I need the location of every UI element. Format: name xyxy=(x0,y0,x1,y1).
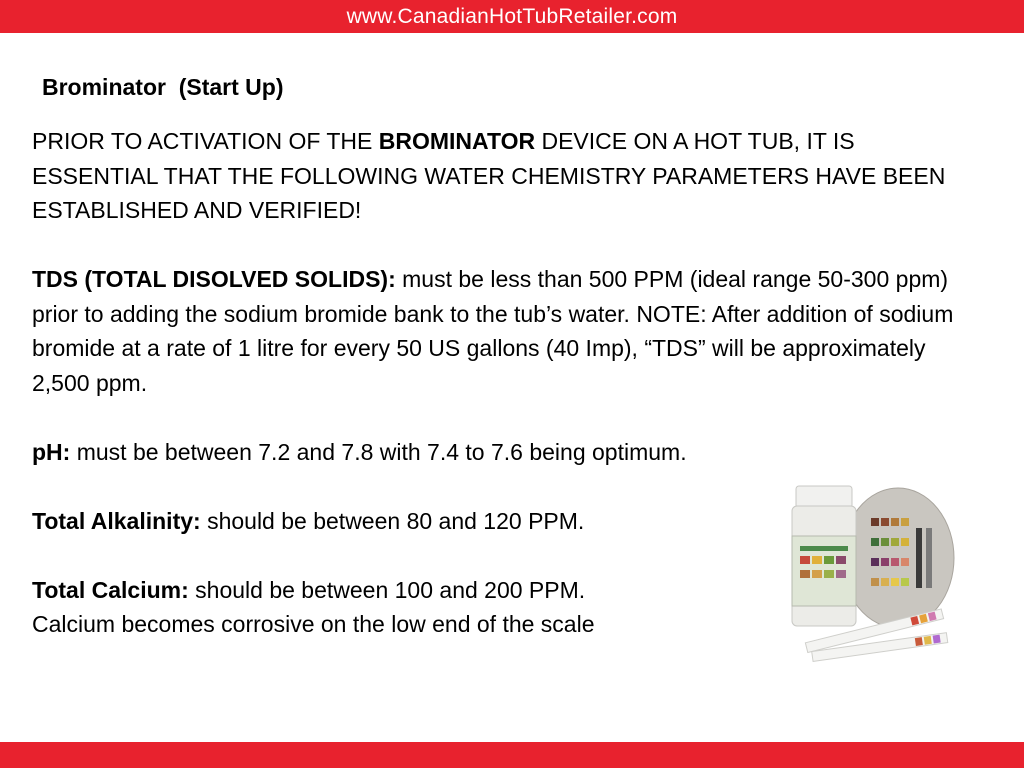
ph-text: must be between 7.2 and 7.8 with 7.4 to 7.6 being optimum. xyxy=(70,438,687,465)
test-strips-image xyxy=(776,478,956,668)
intro-paragraph xyxy=(32,124,962,228)
tds-label: TDS (TOTAL DISOLVED SOLIDS): xyxy=(32,266,396,292)
tds-paragraph xyxy=(32,262,962,400)
tds-text: must be less than 500 PPM (ideal range 50-300 ppm) prior to adding the sodium bromide bank to the tub’s water. NOTE: After addition of sodium bromide at a rate of 1 litre for every 50 US gallons (40 Imp), “TDS” will be approximately 2,500 ppm. xyxy=(32,266,954,396)
ph-label: pH: xyxy=(32,438,71,465)
calcium-line2: Calcium becomes corrosive on the low end of the scale xyxy=(32,611,595,637)
calcium-text: should be between 100 and 200 PPM. xyxy=(188,576,586,603)
slide-title: Brominator (Start Up) xyxy=(42,74,284,100)
site-url: www.CanadianHotTubRetailer.com xyxy=(346,5,678,28)
alkalinity-label: Total Alkalinity: xyxy=(32,507,201,534)
intro-text-1: PRIOR TO ACTIVATION OF THE xyxy=(32,128,379,154)
alkalinity-text: should be between 80 and 120 PPM. xyxy=(200,507,585,534)
intro-bold: BROMINATOR xyxy=(378,128,536,154)
calcium-label: Total Calcium: xyxy=(32,576,189,603)
ph-paragraph xyxy=(32,435,962,470)
test-strip-bottle xyxy=(792,486,856,626)
intro-text-2: DEVICE ON A HOT TUB, IT IS ESSENTIAL THAT THE FOLLOWING WATER CHEMISTRY PARAMETERS HAVE BEEN ESTABLISHED AND VERIFIED! xyxy=(32,128,946,223)
footer-bar xyxy=(0,742,1024,768)
